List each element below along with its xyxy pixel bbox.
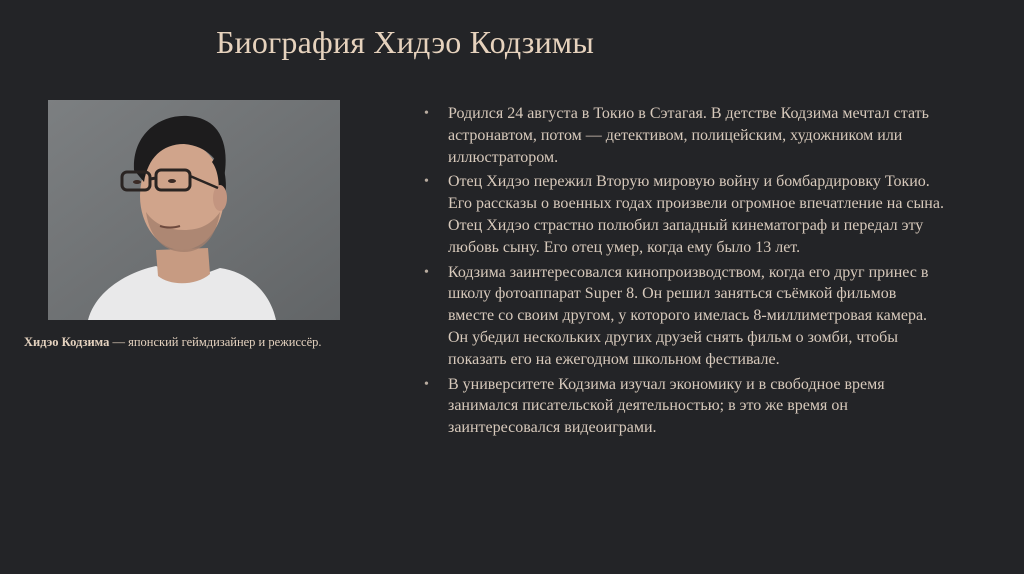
slide-title: Биография Хидэо Кодзимы [216,24,595,60]
bullet-icon: • [424,376,429,392]
bullet-icon: • [424,264,429,280]
bullet-text: В университете Кодзима изучал экономику и в свободное время занимался писательской деятельностью; в это же время он заинтересовался видеоиграми. [448,375,885,437]
caption-description: — японский геймдизайнер и режиссёр. [109,335,322,349]
bullet-item [424,171,944,258]
bullet-text: Родился 24 августа в Токио в Сэтагая. В детстве Кодзима мечтал стать астронавтом, потом — детективом, полицейским, художником или иллюстратором. [448,105,929,166]
portrait-illustration [48,100,340,320]
photo-caption [24,335,322,350]
bullet-text: Отец Хидэо пережил Вторую мировую войну и бомбардировку Токио. Его рассказы о военных годах произвели огромное впечатление на сына. Отец Хидэо страстно полюбил западный кинематограф и передал эту любовь сыну. Его отец умер, когда ему было 13 лет. [448,173,944,256]
bullet-item [424,262,944,371]
bullet-icon: • [424,174,429,190]
portrait-photo [48,100,340,320]
bullet-text: Кодзима заинтересовался кинопроизводством, когда его друг принес в школу фотоаппарат Super 8. Он решил заняться съёмкой фильмов вместе со своим другом, у которого имелась 8-миллиметровая камера. Он убедил нескольких других друзей снять фильм о зомби, чтобы показать его на ежегодном школьном фестивале. [448,263,929,368]
bullet-icon: • [424,106,429,121]
bullet-item [424,374,944,439]
bullet-item [424,103,944,168]
bullet-list [424,103,944,442]
caption-name: Хидэо Кодзима [24,335,110,349]
